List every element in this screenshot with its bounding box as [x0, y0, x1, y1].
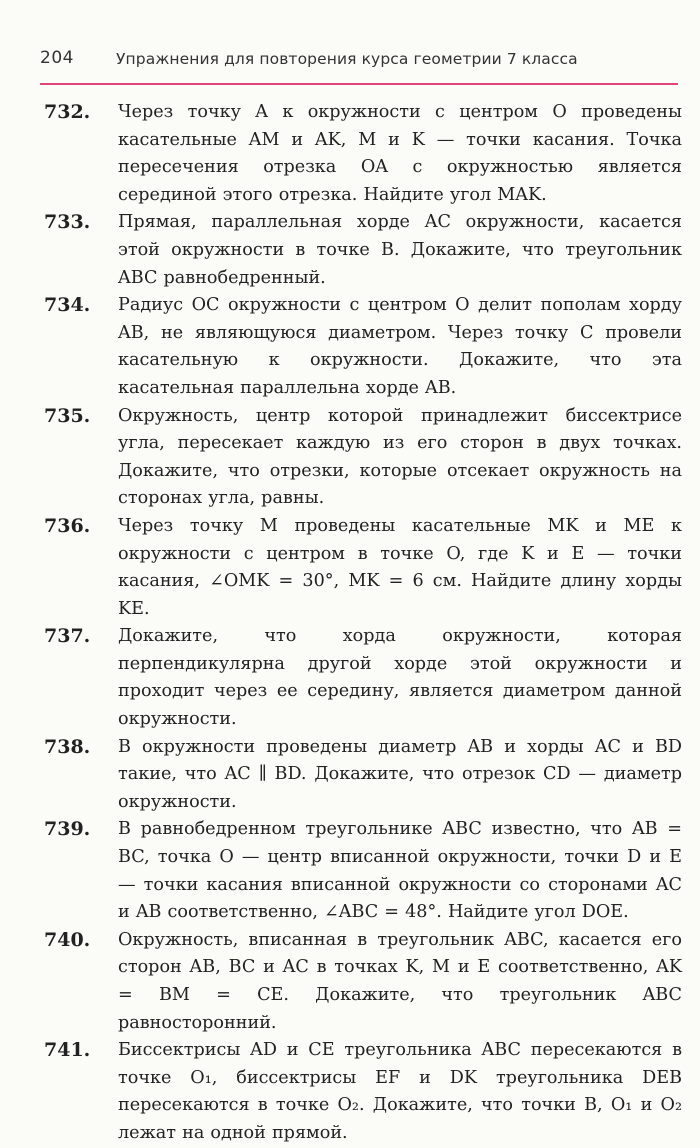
exercise-text: В равнобедренном треугольнике ABC известно, что AB = BC, точка O — центр вписанной окружности, точки D и E — точки касания вписанной окружности со сторонами AC и AB соответственно, ∠ABC = 48°. Найдите угол DOE.: [118, 819, 682, 923]
exercise-number: 736.: [44, 514, 91, 537]
page-number: 204: [40, 48, 74, 68]
exercise-number: 738.: [44, 735, 91, 758]
exercise-number: 737.: [44, 625, 91, 648]
exercise-738: [44, 734, 682, 817]
exercise-735: [44, 403, 682, 513]
exercise-732: [44, 99, 682, 209]
exercise-740: [44, 927, 682, 1037]
exercise-text: Биссектрисы AD и CE треугольника ABC пересекаются в точке O₁, биссектрисы EF и DK треугольника DEB пересекаются в точке O₂. Докажите, что точки B, O₁ и O₂ лежат на одной прямой.: [118, 1040, 682, 1143]
exercise-text: Через точку A к окружности с центром O проведены касательные AM и AK, M и K — точки касания. Точка пересечения отрезка OA с окружностью является серединой этого отрезка. Найдите угол MAK.: [118, 102, 682, 205]
exercise-text: Окружность, центр которой принадлежит биссектрисе угла, пересекает каждую из его сторон в двух точках. Докажите, что отрезки, которые отсекает окружность на сторонах угла, равны.: [118, 405, 682, 509]
exercise-text: В окружности проведены диаметр AB и хорды AC и BD такие, что AC ∥ BD. Докажите, что отрезок CD — диаметр окружности.: [118, 736, 682, 812]
exercise-text: Окружность, вписанная в треугольник ABC, касается его сторон AB, BC и AC в точках K, M и E соответственно, AK = BM = CE. Докажите, что треугольник ABC равносторонний.: [118, 929, 682, 1033]
running-title: Упражнения для повторения курса геометрии 7 класса: [116, 50, 578, 68]
exercise-text: Радиус OC окружности с центром O делит пополам хорду AB, не являющуюся диаметром. Через точку C провели касательную к окружности. Докажите, что эта касательная параллельна хорде AB.: [118, 295, 682, 398]
exercise-737: [44, 623, 682, 733]
header-rule: [40, 83, 678, 85]
exercise-number: 735.: [44, 404, 91, 427]
exercise-list: [44, 99, 682, 1148]
running-header: [40, 45, 680, 71]
exercise-number: 734.: [44, 294, 91, 317]
exercise-text: Через точку M проведены касательные MK и ME к окружности с центром в точке O, где K и E — точки касания, ∠OMK = 30°, MK = 6 см. Найдите длину хорды KE.: [118, 515, 682, 619]
exercise-number: 733.: [44, 211, 91, 234]
exercise-number: 732.: [44, 101, 91, 123]
exercise-733: [44, 209, 682, 292]
exercise-number: 739.: [44, 818, 91, 841]
exercise-text: Докажите, что хорда окружности, которая перпендикулярна другой хорде этой окружности и проходит через ее середину, является диаметром данной окружности.: [118, 626, 682, 730]
exercise-734: [44, 292, 682, 402]
exercise-736: [44, 513, 682, 623]
exercise-number: 740.: [44, 928, 91, 951]
exercise-741: [44, 1037, 682, 1147]
exercise-739: [44, 816, 682, 926]
exercise-number: 741.: [44, 1039, 91, 1062]
exercise-text: Прямая, параллельная хорде AC окружности, касается этой окружности в точке B. Докажите, что треугольник ABC равнобедренный.: [118, 212, 682, 288]
